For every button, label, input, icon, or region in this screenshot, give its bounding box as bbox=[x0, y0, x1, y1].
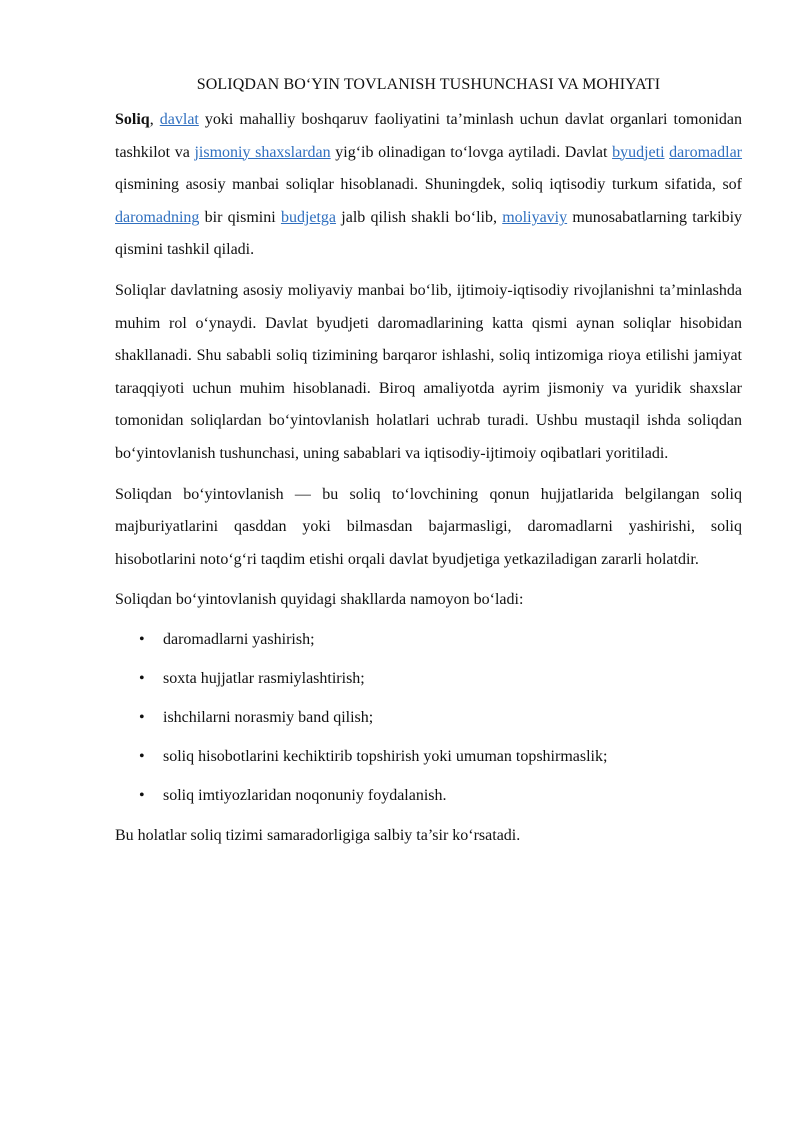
link-jismoniy-shaxslardan[interactable]: jismoniy shaxslardan bbox=[194, 143, 331, 161]
list-item bbox=[115, 625, 742, 654]
bullet-icon: • bbox=[139, 786, 145, 804]
evasion-forms-list bbox=[115, 625, 742, 810]
list-item bbox=[115, 742, 742, 771]
term-soliq: Soliq bbox=[115, 111, 150, 128]
text-span: qismining asosiy manbai soliqlar hisoblanadi. Shuningdek, soliq iqtisodiy turkum sifatida, sof bbox=[115, 176, 742, 194]
bullet-icon: • bbox=[139, 747, 145, 765]
list-item-text: soliq hisobotlarini kechiktirib topshirish yoki umuman topshirmaslik; bbox=[163, 747, 608, 765]
list-item-text: ishchilarni norasmiy band qilish; bbox=[163, 708, 374, 726]
text-span: jalb qilish shakli bo‘lib, bbox=[336, 208, 503, 226]
list-item-text: soxta hujjatlar rasmiylashtirish; bbox=[163, 669, 365, 687]
text-span: yoki mahalliy boshqaruv faoliyatini ta’minlash uchun davlat organlari tomonidan tashkilot va bbox=[115, 111, 742, 161]
link-daromadlar[interactable]: daromadlar bbox=[669, 143, 743, 161]
link-davlat[interactable]: davlat bbox=[159, 111, 199, 128]
link-byudjeti[interactable]: byudjeti bbox=[612, 143, 665, 161]
link-daromadning[interactable]: daromadning bbox=[115, 208, 200, 226]
list-item-text: daromadlarni yashirish; bbox=[163, 630, 315, 648]
bullet-icon: • bbox=[139, 630, 145, 648]
list-item bbox=[115, 781, 742, 810]
text-span: munosabatlarning tarkibiy qismini tashkil qiladi. bbox=[115, 208, 743, 259]
paragraph-importance: Soliqlar davlatning asosiy moliyaviy manbai bo‘lib, ijtimoiy-iqtisodiy rivojlanishni ta’minlashda muhim rol o‘ynaydi. Davlat byudjeti daromadlarining katta qismi aynan soliqlar hisobidan shakllanadi. Shu sababli soliq tizimining barqaror ishlashi, soliq intizomiga rioya etilishi jamiyat taraqqiyoti uchun muhim hisoblanadi. Biroq amaliyotda ayrim jismoniy va yuridik shaxslar tomonidan soliqlardan bo‘yintovlanish holatlari uchrab turadi. Ushbu mustaqil ishda soliqdan bo‘yintovlanish tushunchasi, uning sabablari va iqtisodiy-ijtimoiy oqibatlari yoritiladi. bbox=[115, 281, 742, 462]
list-item-text: soliq imtiyozlaridan noqonuniy foydalanish. bbox=[163, 786, 447, 804]
link-moliyaviy[interactable]: moliyaviy bbox=[502, 208, 568, 226]
paragraph-definition bbox=[115, 104, 742, 267]
bullet-icon: • bbox=[139, 708, 145, 726]
list-item bbox=[115, 664, 742, 693]
text-span: , bbox=[149, 111, 160, 128]
list-item bbox=[115, 703, 742, 732]
text-span: yig‘ib olinadigan to‘lovga aytiladi. Davlat bbox=[330, 143, 613, 161]
paragraph-forms-intro: Soliqdan bo‘yintovlanish quyidagi shakllarda namoyon bo‘ladi: bbox=[115, 591, 524, 609]
link-budjetga[interactable]: budjetga bbox=[280, 208, 337, 226]
paragraph-evasion-definition: Soliqdan bo‘yintovlanish — bu soliq to‘lovchining qonun hujjatlarida belgilangan soliq majburiyatlarini qasddan yoki bilmasdan bajarmasligi, daromadlarni yashirishi, soliq hisobotlarini noto‘g‘ri taqdim etishi orqali davlat byudjetiga yetkaziladigan zararli holatdir. bbox=[115, 485, 742, 568]
paragraph-conclusion: Bu holatlar soliq tizimi samaradorligiga salbiy ta’sir ko‘rsatadi. bbox=[115, 826, 521, 844]
document-page bbox=[115, 72, 742, 861]
bullet-icon: • bbox=[139, 669, 145, 687]
document-title: SOLIQDAN BO‘YIN TOVLANISH TUSHUNCHASI VA MOHIYATI bbox=[196, 76, 661, 93]
text-span: bir qismini bbox=[199, 208, 281, 226]
